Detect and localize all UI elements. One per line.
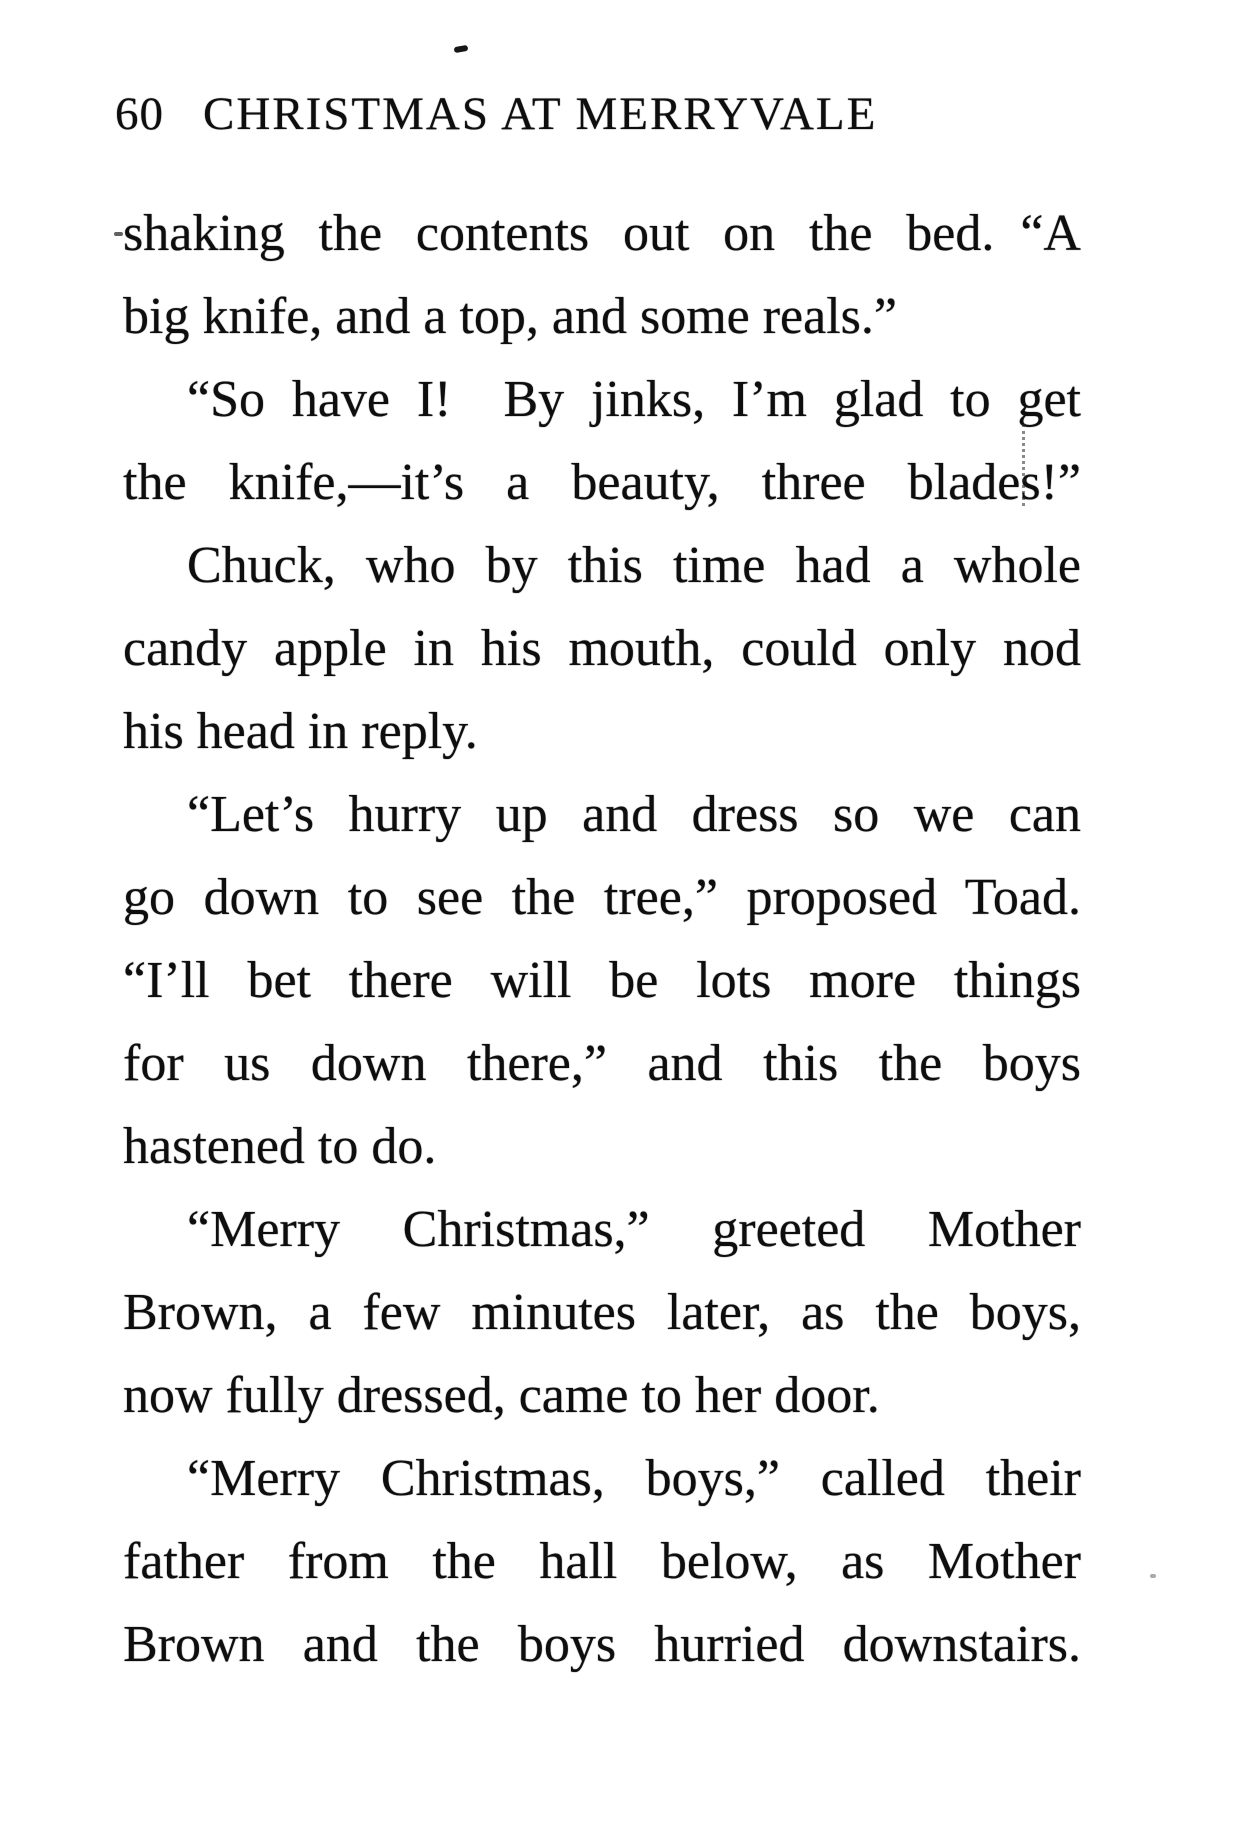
text-line: his head in reply.: [123, 703, 478, 760]
text-line: Chuck, who by this time had a whole: [187, 537, 1081, 594]
text-line: “Let’s hurry up and dress so we can: [187, 786, 1081, 843]
text-line: go down to see the tree,” proposed Toad.: [123, 869, 1081, 926]
text-line: “Merry Christmas, boys,” called their: [187, 1450, 1081, 1507]
text-line: father from the hall below, as Mother: [123, 1533, 1081, 1590]
scan-artifact-dotted-line: [1022, 424, 1025, 506]
body-text: [123, 192, 1081, 1686]
text-line: “Merry Christmas,” greeted Mother: [187, 1201, 1081, 1258]
scan-artifact-tick: [114, 232, 123, 236]
scan-artifact-dash: [454, 45, 469, 53]
page-number: 60: [115, 88, 164, 140]
text-line: “So have I! By jinks, I’m glad to get: [187, 371, 1081, 428]
text-line: shaking the contents out on the bed. “A: [123, 205, 1081, 262]
scan-artifact-dot: [1150, 1574, 1156, 1578]
text-line: big knife, and a top, and some reals.”: [123, 288, 897, 345]
text-line: hastened to do.: [123, 1118, 437, 1175]
text-line: for us down there,” and this the boys: [123, 1035, 1081, 1092]
page-header: [115, 87, 877, 141]
text-line: candy apple in his mouth, could only nod: [123, 620, 1081, 677]
text-line: now fully dressed, came to her door.: [123, 1367, 880, 1424]
text-line: “I’ll bet there will be lots more things: [123, 952, 1081, 1009]
text-line: Brown and the boys hurried downstairs.: [123, 1616, 1081, 1673]
running-title: CHRISTMAS AT MERRYVALE: [203, 88, 878, 140]
text-line: the knife,—it’s a beauty, three blades!”: [123, 454, 1081, 511]
text-line: Brown, a few minutes later, as the boys,: [123, 1284, 1081, 1341]
